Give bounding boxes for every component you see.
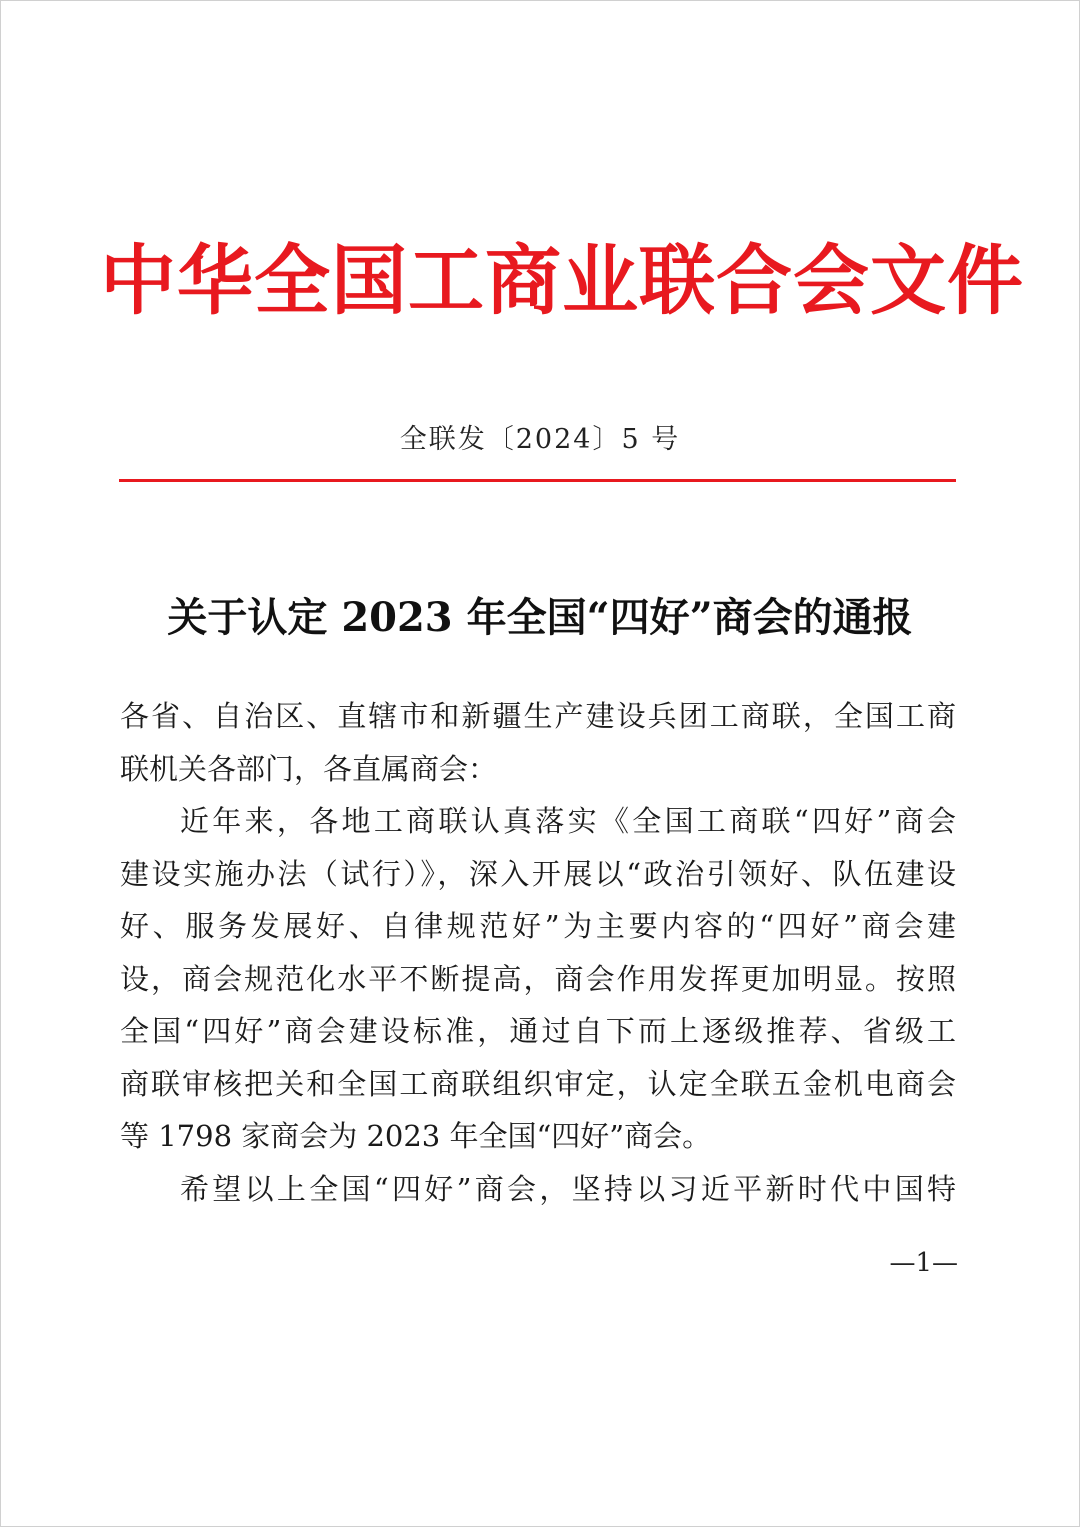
paragraph-line: 全国“四好”商会建设标准，通过自下而上逐级推荐、省级工 — [120, 1014, 956, 1048]
paragraph-line: 等 1798 家商会为 2023 年全国“四好”商会。 — [120, 1119, 712, 1153]
red-divider-rule — [119, 479, 956, 482]
paragraph-line: 希望以上全国“四好”商会，坚持以习近平新时代中国特 — [180, 1171, 956, 1206]
paragraph-1 — [120, 795, 956, 1163]
paragraph-line: 好、服务发展好、自律规范好”为主要内容的“四好”商会建 — [120, 909, 956, 943]
document-masthead: 中华全国工商业联合会文件 — [100, 236, 1024, 325]
paragraph-line: 建设实施办法（试行）》，深入开展以“政治引领好、队伍建设 — [120, 856, 956, 891]
salutation — [120, 690, 956, 795]
salutation-line: 各省、自治区、直辖市和新疆生产建设兵团工商联，全国工商 — [120, 699, 956, 733]
document-body — [120, 690, 956, 1215]
paragraph-line: 设，商会规范化水平不断提高，商会作用发挥更加明显。按照 — [120, 961, 956, 996]
document-number: 全联发〔2024〕5 号 — [399, 424, 681, 455]
document-title: 关于认定 2023 年全国“四好”商会的通报 — [167, 594, 913, 641]
paragraph-2 — [120, 1163, 956, 1216]
paragraph-line: 近年来，各地工商联认真落实《全国工商联“四好”商会 — [180, 804, 956, 838]
paragraph-line: 商联审核把关和全国工商联组织审定，认定全联五金机电商会 — [120, 1066, 956, 1101]
salutation-line: 联机关各部门，各直属商会： — [120, 751, 498, 786]
page-number: —1— — [889, 1248, 958, 1278]
